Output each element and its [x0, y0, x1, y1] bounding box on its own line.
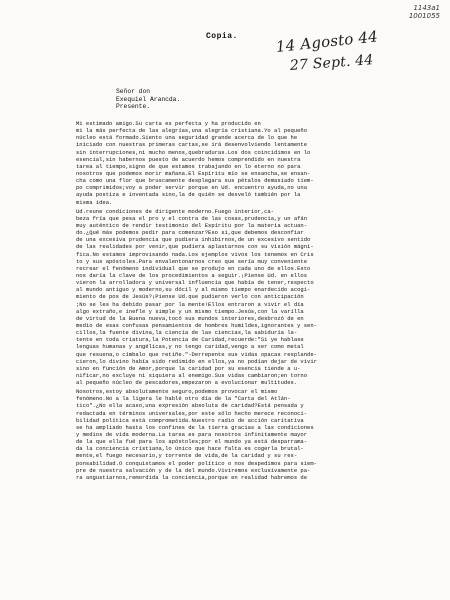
text-line: medio de esas confusas pensamientos de hombres humildes,ignorantes y sen-: [76, 321, 317, 329]
recipient-name: Exequiel Arancda.: [116, 95, 181, 103]
archive-ref-line-1: 1143a1: [413, 4, 440, 12]
text-line: ponsabilidad.O conquistamos el poder político o nos despedimos para siem-: [76, 459, 317, 467]
text-line: de la que ella fué para los apóstoles;por el mundo ya está desparrama-: [76, 438, 308, 446]
text-line: vieron la arrolladora y universal influencia que había de tener,respecto: [76, 279, 314, 287]
paragraph: [76, 208, 422, 387]
text-line: nos daría la clave de los procedimientos a seguir.¡Piense Ud. en ellos: [76, 271, 308, 279]
text-line: ra angustiarnos,remordida la conciencia,porque en realidad habremos de: [76, 473, 308, 481]
text-line: que resuena,o címbalo que retiñe."-Derrepente sus vidas opacas resplande-: [76, 350, 317, 358]
text-line: cieron,lo divino había sido redimido en ellos,ya no podían dejar de vivir: [76, 357, 317, 365]
text-line: de una excesiva prudencia que pudiera inhibirnos,de un excesivo sentido: [76, 236, 311, 244]
text-line: mente,el fuego necesario,y torrente de vida,de la caridad y su res-: [76, 452, 298, 460]
text-line: po comprimidos;voy a poder servir porque en Ud. encuentro ayuda,no una: [76, 184, 308, 192]
text-line: to y sus apóstoles.Para envalentonarnos creo que sería muy conveniente: [76, 257, 308, 265]
text-line: bilidad política está comprometida.Nuestro radio de acción caritativa: [76, 416, 304, 424]
text-line: lenguas humanas y angélicas,y no tengo caridad,vengo a ser como metal: [76, 343, 304, 351]
text-line: esencial,sin habernos puesto de acuerdo hemos comprendido en nuestra: [76, 155, 301, 163]
text-line: se ha ampliado hasta los confines de la tierra gracias a las condiciones: [76, 423, 314, 431]
text-line: beza fría que pesa el pro y el contra de las cosas,prudencia,y un afán: [76, 214, 308, 222]
text-line: y medios de vida moderna.La tarea es para nosotros infinitamente mayor: [76, 431, 308, 439]
text-line: al pequeño núcleo de pescadores,empezaron a evolucionar multitudes.: [76, 379, 298, 387]
text-line: nificar,no excluye ni siquiera al enemigo.Sus vidas cambiaron;en torno: [76, 371, 308, 379]
text-line: ;No se les ha debido pasar por la mente!Ellos entraron a vivir el día: [76, 300, 304, 308]
letter-body: [76, 120, 422, 481]
recipient-salutation: Señor don: [116, 88, 151, 95]
text-line: nosotros que podemos morir mañana.El Espíritu mío se ensancha,se ensan-: [76, 169, 311, 177]
text-line: fenómeno.No a la ligera le hablé otro día de la "Carta del Atlán-: [76, 395, 291, 403]
text-line: misma idea.: [76, 198, 113, 206]
text-line: Ud.reune condiciones de dirigente moderno.Fuego interior,ca-: [76, 207, 275, 215]
text-line: sino en función de Amor,porque la caridad por su esencia tiende a u-: [76, 364, 301, 372]
archive-reference: [409, 4, 440, 20]
text-line: redactada en términos universales,por este sólo hecho merece reconoci-: [76, 409, 308, 417]
text-line: mi la más perfecta de las alegrías,una alegría cristiana.Yo al pequeño: [76, 127, 308, 135]
text-line: Nosotros,estoy absolutamente seguro,podemos provocar el mismo: [76, 388, 278, 396]
text-line: pre de nuestra salvación y de la del mundo.Viviremos exclusivamente pa-: [76, 466, 311, 474]
handwritten-date-2: 27 Sept. 44: [289, 52, 375, 74]
copy-label: Copia.: [206, 32, 238, 41]
text-line: tico".¿No ella acaso,una expresión absoluta de caridad?Está pensada y: [76, 402, 304, 410]
text-line: algo extraño,e inefle y simple y un mismo tiempo.Jesús,con la varilla: [76, 307, 304, 315]
text-line: do.¿Qué más podemos pedir para comenzar?Eso si,que debemos desconfiar: [76, 229, 304, 237]
text-line: iniciado con nuestras primeras cartas,se irá desenvolviendo lentamente: [76, 141, 308, 149]
text-line: de las realidades por venir,que pudiera aplastarnos con su visión mágni-: [76, 243, 314, 251]
text-line: al mundo antiguo y moderno,su dócil y al mismo tiempo enardecido acogi-: [76, 286, 311, 294]
text-line: tarea al tiempo,signo de que estamos trabajando en lo eterno no para: [76, 162, 301, 170]
text-line: miento de pos de Jesús?¡Piense Ud.que pudieron verlo con anticipación: [76, 293, 304, 301]
text-line: cha como una flor que bruscamente desplegara sus pétalos demasiado tiem-: [76, 177, 314, 185]
handwritten-date-1: 14 Agosto 44: [275, 27, 379, 56]
text-line: fica.No estamos improvisando nada.Los ejemplos vivos los tenemos en Cris: [76, 250, 314, 258]
text-line: tente en toda criatura,la Potencia de Caridad,recuerde:"Si ye hablase: [76, 336, 304, 344]
paragraph: [76, 388, 422, 481]
text-line: recrear el fenómeno individual que se produjo en cada uno de ellos.Esto: [76, 264, 311, 272]
text-line: de virtud de la Buena nueva,tocó sus mundos interiores,desbrozó de en: [76, 314, 304, 322]
text-line: Mi estimado amigo.Su carta es perfecta y ha producido en: [76, 120, 261, 127]
recipient-block: [116, 88, 180, 111]
text-line: sin interrupciones,ni mucho menos,quebraduras.Los dos coincidimos en lo: [76, 148, 311, 156]
text-line: muy auténtico de rendir testimonio del Espíritu por la materia actuan-: [76, 221, 308, 229]
recipient-presente: Presente.: [116, 103, 151, 110]
text-line: da la conciencia cristiana,lo único que hace falta es cogerla brutal-: [76, 445, 304, 453]
text-line: núcleo está formado.Siento una seguridad grande acerca de lo que he: [76, 134, 298, 142]
archive-ref-line-2: 1001055: [408, 12, 440, 20]
paragraph: [76, 120, 422, 206]
text-line: ayuda postiza e inventada sino,la de quién se desveló también por la: [76, 191, 301, 199]
text-line: cillos,la fuente divina,la ciencia de las ciencias,la sabiduría la-: [76, 329, 298, 337]
